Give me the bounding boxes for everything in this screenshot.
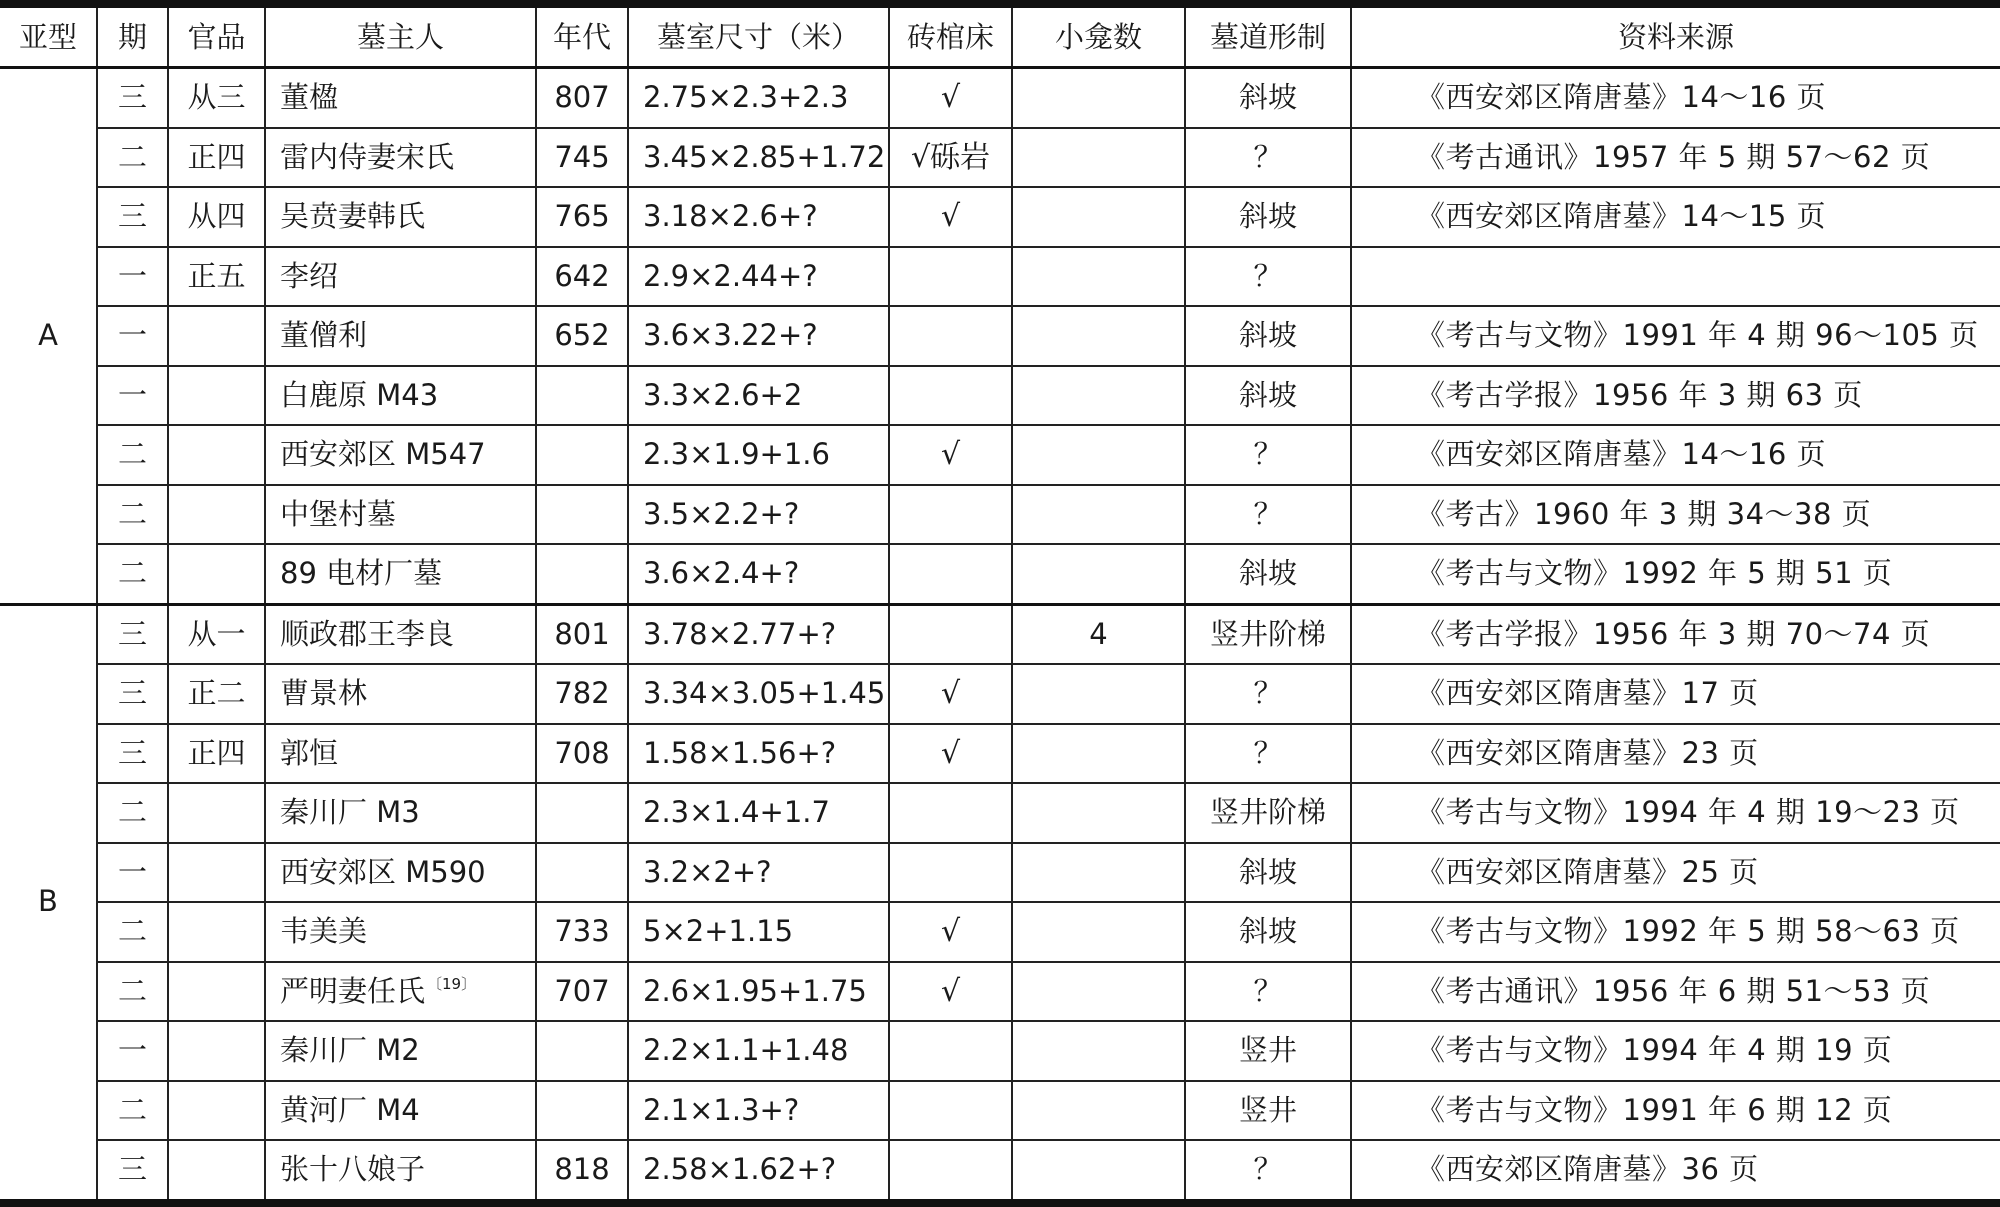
- cell-passage: ？: [1185, 247, 1351, 307]
- cell-rank: 正五: [168, 247, 265, 307]
- cell-size: 2.3×1.4+1.7: [628, 783, 889, 843]
- cell-niches: [1012, 366, 1185, 426]
- table-row: [0, 247, 2000, 307]
- cell-owner: [265, 604, 536, 664]
- cell-period: 二: [97, 902, 168, 962]
- cell-size: 2.2×1.1+1.48: [628, 1021, 889, 1081]
- table-row: [0, 902, 2000, 962]
- cell-niches: [1012, 425, 1185, 485]
- cell-period: 三: [97, 1140, 168, 1203]
- owner-name: 秦川厂 M3: [280, 795, 420, 829]
- owner-name: 董僧利: [280, 318, 368, 352]
- cell-source: 《西安郊区隋唐墓》17 页: [1351, 664, 2000, 724]
- cell-passage: 斜坡: [1185, 544, 1351, 604]
- cell-owner: [265, 843, 536, 903]
- cell-source: 《西安郊区隋唐墓》23 页: [1351, 724, 2000, 784]
- cell-period: 一: [97, 247, 168, 307]
- cell-brick-bed: [889, 783, 1012, 843]
- cell-period: 三: [97, 724, 168, 784]
- owner-name: 秦川厂 M2: [280, 1033, 420, 1067]
- cell-rank: [168, 902, 265, 962]
- cell-year: 765: [536, 187, 628, 247]
- cell-brick-bed: [889, 843, 1012, 903]
- owner-name: 西安郊区 M547: [280, 437, 486, 471]
- cell-source: 《考古学报》1956 年 3 期 63 页: [1351, 366, 2000, 426]
- cell-brick-bed: √: [889, 664, 1012, 724]
- cell-size: 3.3×2.6+2: [628, 366, 889, 426]
- table-row: [0, 68, 2000, 128]
- cell-niches: [1012, 306, 1185, 366]
- cell-niches: [1012, 962, 1185, 1022]
- table-row: [0, 1081, 2000, 1141]
- owner-name: 白鹿原 M43: [280, 377, 439, 412]
- cell-owner: [265, 724, 536, 784]
- cell-year: 642: [536, 247, 628, 307]
- header-period: 期: [97, 4, 168, 68]
- cell-rank: [168, 783, 265, 843]
- cell-passage: 斜坡: [1185, 843, 1351, 903]
- cell-passage: ？: [1185, 128, 1351, 188]
- cell-owner: [265, 1081, 536, 1141]
- cell-year: 733: [536, 902, 628, 962]
- cell-passage: ？: [1185, 425, 1351, 485]
- cell-size: 5×2+1.15: [628, 902, 889, 962]
- cell-year: [536, 366, 628, 426]
- cell-rank: [168, 306, 265, 366]
- table-row: [0, 664, 2000, 724]
- cell-brick-bed: [889, 1021, 1012, 1081]
- cell-size: 3.6×3.22+?: [628, 306, 889, 366]
- cell-subtype: B: [0, 604, 97, 1203]
- cell-owner: [265, 1140, 536, 1203]
- cell-passage: ？: [1185, 1140, 1351, 1203]
- cell-brick-bed: √: [889, 724, 1012, 784]
- cell-rank: [168, 962, 265, 1022]
- cell-niches: [1012, 485, 1185, 545]
- table-body: [0, 68, 2000, 1203]
- cell-year: 652: [536, 306, 628, 366]
- cell-subtype: A: [0, 68, 97, 605]
- cell-size: 3.6×2.4+?: [628, 544, 889, 604]
- cell-owner: [265, 902, 536, 962]
- cell-passage: 斜坡: [1185, 68, 1351, 128]
- cell-size: 3.78×2.77+?: [628, 604, 889, 664]
- cell-niches: [1012, 783, 1185, 843]
- cell-size: 2.3×1.9+1.6: [628, 425, 889, 485]
- owner-name: 张十八娘子: [280, 1152, 426, 1186]
- owner-name: 顺政郡王李良: [280, 616, 455, 651]
- cell-brick-bed: [889, 1081, 1012, 1141]
- cell-owner: [265, 783, 536, 843]
- owner-name: 雷内侍妻宋氏: [280, 139, 455, 174]
- owner-name: 89 电材厂墓: [280, 556, 443, 590]
- cell-brick-bed: √: [889, 68, 1012, 128]
- cell-rank: [168, 1081, 265, 1141]
- cell-niches: [1012, 902, 1185, 962]
- cell-niches: [1012, 128, 1185, 188]
- header-rank: 官品: [168, 4, 265, 68]
- footnote-ref: 〔19〕: [427, 974, 477, 993]
- table-row: [0, 1021, 2000, 1081]
- owner-name: 严明妻任氏: [280, 973, 426, 1008]
- cell-passage: ？: [1185, 962, 1351, 1022]
- cell-passage: 斜坡: [1185, 366, 1351, 426]
- cell-source: 《西安郊区隋唐墓》14～15 页: [1351, 187, 2000, 247]
- cell-niches: [1012, 843, 1185, 903]
- cell-year: 801: [536, 604, 628, 664]
- cell-size: 2.9×2.44+?: [628, 247, 889, 307]
- cell-brick-bed: [889, 366, 1012, 426]
- cell-owner: [265, 187, 536, 247]
- cell-source: 《西安郊区隋唐墓》25 页: [1351, 843, 2000, 903]
- owner-name: 李绍: [280, 258, 339, 293]
- cell-niches: [1012, 724, 1185, 784]
- owner-name: 吴贲妻韩氏: [280, 199, 426, 233]
- table-row: [0, 366, 2000, 426]
- cell-size: 2.1×1.3+?: [628, 1081, 889, 1141]
- cell-source: 《考古与文物》1994 年 4 期 19 页: [1351, 1021, 2000, 1081]
- cell-niches: [1012, 247, 1185, 307]
- cell-niches: [1012, 68, 1185, 128]
- table-row: [0, 425, 2000, 485]
- cell-rank: 正四: [168, 128, 265, 188]
- table-row: [0, 724, 2000, 784]
- cell-period: 一: [97, 1021, 168, 1081]
- cell-passage: 竖井阶梯: [1185, 604, 1351, 664]
- cell-source: 《西安郊区隋唐墓》36 页: [1351, 1140, 2000, 1203]
- cell-niches: [1012, 544, 1185, 604]
- cell-source: 《考古学报》1956 年 3 期 70～74 页: [1351, 604, 2000, 664]
- cell-passage: 竖井: [1185, 1081, 1351, 1141]
- cell-brick-bed: [889, 1140, 1012, 1203]
- cell-owner: [265, 1021, 536, 1081]
- cell-brick-bed: √: [889, 902, 1012, 962]
- cell-owner: [265, 485, 536, 545]
- cell-source: [1351, 247, 2000, 307]
- cell-passage: 竖井阶梯: [1185, 783, 1351, 843]
- table-row: [0, 604, 2000, 664]
- cell-niches: [1012, 664, 1185, 724]
- cell-rank: [168, 1140, 265, 1203]
- cell-rank: [168, 1021, 265, 1081]
- header-year: 年代: [536, 4, 628, 68]
- header-size: 墓室尺寸（米）: [628, 4, 889, 68]
- cell-period: 二: [97, 1081, 168, 1141]
- cell-size: 2.75×2.3+2.3: [628, 68, 889, 128]
- cell-rank: [168, 485, 265, 545]
- header-passage: 墓道形制: [1185, 4, 1351, 68]
- table-row: [0, 843, 2000, 903]
- cell-passage: ？: [1185, 485, 1351, 545]
- cell-rank: 从一: [168, 604, 265, 664]
- table-row: [0, 485, 2000, 545]
- cell-source: 《考古与文物》1994 年 4 期 19～23 页: [1351, 783, 2000, 843]
- cell-size: 3.34×3.05+1.45: [628, 664, 889, 724]
- cell-year: [536, 783, 628, 843]
- header-owner: 墓主人: [265, 4, 536, 68]
- cell-brick-bed: [889, 485, 1012, 545]
- cell-period: 二: [97, 485, 168, 545]
- owner-name: 西安郊区 M590: [280, 854, 486, 889]
- cell-niches: [1012, 1021, 1185, 1081]
- cell-period: 二: [97, 962, 168, 1022]
- cell-owner: [265, 306, 536, 366]
- owner-name: 中堡村墓: [280, 496, 397, 531]
- table-row: [0, 1140, 2000, 1203]
- cell-size: 3.2×2+?: [628, 843, 889, 903]
- cell-source: 《西安郊区隋唐墓》14～16 页: [1351, 425, 2000, 485]
- cell-period: 二: [97, 128, 168, 188]
- cell-brick-bed: [889, 544, 1012, 604]
- cell-year: [536, 485, 628, 545]
- cell-rank: 正四: [168, 724, 265, 784]
- cell-source: 《考古与文物》1991 年 6 期 12 页: [1351, 1081, 2000, 1141]
- owner-name: 韦美美: [280, 914, 368, 948]
- owner-name: 郭恒: [280, 735, 339, 770]
- cell-year: [536, 1081, 628, 1141]
- cell-brick-bed: [889, 604, 1012, 664]
- table-row: [0, 128, 2000, 188]
- cell-niches: [1012, 1140, 1185, 1203]
- cell-brick-bed: √: [889, 962, 1012, 1022]
- header-subtype: 亚型: [0, 4, 97, 68]
- cell-year: [536, 425, 628, 485]
- cell-owner: [265, 366, 536, 426]
- cell-passage: 斜坡: [1185, 306, 1351, 366]
- cell-size: 2.6×1.95+1.75: [628, 962, 889, 1022]
- cell-year: 782: [536, 664, 628, 724]
- cell-year: 807: [536, 68, 628, 128]
- cell-passage: 斜坡: [1185, 187, 1351, 247]
- table-row: [0, 187, 2000, 247]
- table-row: [0, 783, 2000, 843]
- table-row: [0, 306, 2000, 366]
- cell-period: 三: [97, 664, 168, 724]
- cell-brick-bed: √: [889, 187, 1012, 247]
- cell-size: 1.58×1.56+?: [628, 724, 889, 784]
- cell-source: 《西安郊区隋唐墓》14～16 页: [1351, 68, 2000, 128]
- cell-year: 745: [536, 128, 628, 188]
- cell-owner: [265, 425, 536, 485]
- cell-owner: [265, 962, 536, 1022]
- cell-period: 二: [97, 425, 168, 485]
- cell-passage: ？: [1185, 724, 1351, 784]
- cell-owner: [265, 68, 536, 128]
- cell-year: [536, 1021, 628, 1081]
- cell-year: 707: [536, 962, 628, 1022]
- cell-year: [536, 843, 628, 903]
- cell-size: 3.5×2.2+?: [628, 485, 889, 545]
- cell-period: 一: [97, 843, 168, 903]
- cell-niches: 4: [1012, 604, 1185, 664]
- cell-period: 三: [97, 604, 168, 664]
- cell-brick-bed: [889, 306, 1012, 366]
- header-source: 资料来源: [1351, 4, 2000, 68]
- cell-period: 二: [97, 783, 168, 843]
- cell-passage: 竖井: [1185, 1021, 1351, 1081]
- owner-name: 董楹: [280, 80, 339, 114]
- cell-brick-bed: √砾岩: [889, 128, 1012, 188]
- owner-name: 曹景林: [280, 676, 368, 710]
- cell-size: 3.18×2.6+?: [628, 187, 889, 247]
- cell-rank: [168, 425, 265, 485]
- cell-period: 三: [97, 187, 168, 247]
- owner-name: 黄河厂 M4: [280, 1092, 420, 1127]
- cell-source: 《考古与文物》1991 年 4 期 96～105 页: [1351, 306, 2000, 366]
- cell-rank: [168, 366, 265, 426]
- cell-passage: 斜坡: [1185, 902, 1351, 962]
- cell-owner: [265, 544, 536, 604]
- cell-period: 一: [97, 306, 168, 366]
- cell-owner: [265, 664, 536, 724]
- cell-size: 3.45×2.85+1.72: [628, 128, 889, 188]
- cell-source: 《考古与文物》1992 年 5 期 51 页: [1351, 544, 2000, 604]
- cell-niches: [1012, 187, 1185, 247]
- cell-period: 一: [97, 366, 168, 426]
- cell-year: [536, 544, 628, 604]
- cell-owner: [265, 247, 536, 307]
- cell-niches: [1012, 1081, 1185, 1141]
- table-row: [0, 962, 2000, 1022]
- cell-passage: ？: [1185, 664, 1351, 724]
- cell-year: 818: [536, 1140, 628, 1203]
- cell-source: 《考古》1960 年 3 期 34～38 页: [1351, 485, 2000, 545]
- cell-period: 二: [97, 544, 168, 604]
- cell-size: 2.58×1.62+?: [628, 1140, 889, 1203]
- table-header-row: [0, 4, 2000, 68]
- cell-source: 《考古与文物》1992 年 5 期 58～63 页: [1351, 902, 2000, 962]
- cell-brick-bed: √: [889, 425, 1012, 485]
- cell-rank: 从三: [168, 68, 265, 128]
- cell-brick-bed: [889, 247, 1012, 307]
- cell-period: 三: [97, 68, 168, 128]
- cell-year: 708: [536, 724, 628, 784]
- cell-rank: 从四: [168, 187, 265, 247]
- cell-rank: 正二: [168, 664, 265, 724]
- table-row: [0, 544, 2000, 604]
- header-brick-bed: 砖棺床: [889, 4, 1012, 68]
- cell-rank: [168, 544, 265, 604]
- cell-source: 《考古通讯》1956 年 6 期 51～53 页: [1351, 962, 2000, 1022]
- cell-owner: [265, 128, 536, 188]
- cell-source: 《考古通讯》1957 年 5 期 57～62 页: [1351, 128, 2000, 188]
- cell-rank: [168, 843, 265, 903]
- header-niches: 小龛数: [1012, 4, 1185, 68]
